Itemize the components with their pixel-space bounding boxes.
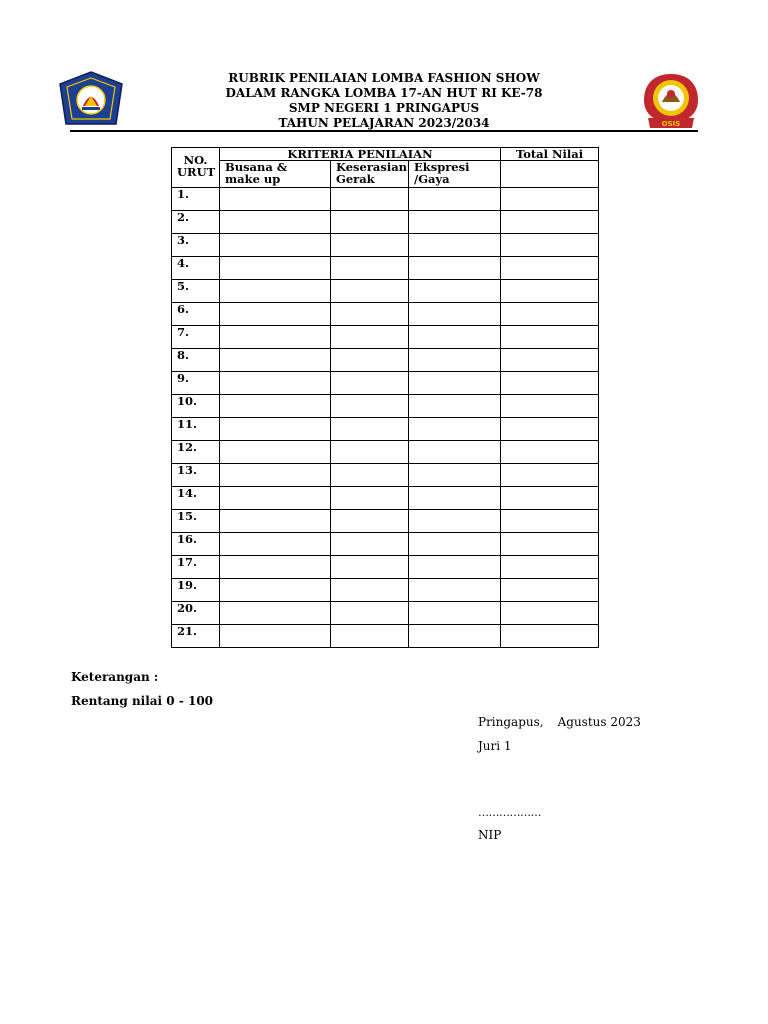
score-busana-cell[interactable]: [220, 533, 331, 556]
table-row: [172, 280, 599, 303]
row-number: 6.: [172, 303, 220, 326]
table-row: [172, 326, 599, 349]
juri-label: Juri 1: [478, 739, 512, 753]
score-ekspresi-cell[interactable]: [409, 395, 501, 418]
score-keserasian-cell[interactable]: [331, 395, 409, 418]
header-line-4: TAHUN PELAJARAN 2023/2034: [278, 116, 490, 130]
table-row: [172, 211, 599, 234]
row-number: 7.: [172, 326, 220, 349]
table-row: [172, 533, 599, 556]
header-total-empty: [501, 161, 599, 188]
table-row: [172, 625, 599, 648]
score-ekspresi-cell[interactable]: [409, 625, 501, 648]
score-total-cell[interactable]: [501, 257, 599, 280]
score-total-cell[interactable]: [501, 487, 599, 510]
table-row: [172, 257, 599, 280]
score-busana-cell[interactable]: [220, 280, 331, 303]
score-keserasian-cell[interactable]: [331, 188, 409, 211]
score-ekspresi-cell[interactable]: [409, 418, 501, 441]
score-keserasian-cell[interactable]: [331, 257, 409, 280]
score-keserasian-cell[interactable]: [331, 418, 409, 441]
header-keserasian: Keserasian Gerak: [331, 161, 409, 188]
row-number: 13.: [172, 464, 220, 487]
table-row: [172, 418, 599, 441]
header-divider: [70, 130, 698, 132]
score-ekspresi-cell[interactable]: [409, 326, 501, 349]
header-kriteria-penilaian: KRITERIA PENILAIAN: [220, 148, 501, 161]
score-keserasian-cell[interactable]: [331, 303, 409, 326]
row-number: 19.: [172, 579, 220, 602]
score-keserasian-cell[interactable]: [331, 211, 409, 234]
score-ekspresi-cell[interactable]: [409, 211, 501, 234]
row-number: 9.: [172, 372, 220, 395]
score-busana-cell[interactable]: [220, 211, 331, 234]
score-keserasian-cell[interactable]: [331, 372, 409, 395]
score-total-cell[interactable]: [501, 326, 599, 349]
row-number: 12.: [172, 441, 220, 464]
score-busana-cell[interactable]: [220, 349, 331, 372]
header-busana: Busana & make up: [220, 161, 331, 188]
score-ekspresi-cell[interactable]: [409, 372, 501, 395]
score-busana-cell[interactable]: [220, 395, 331, 418]
header-no-urut: NO. URUT: [172, 148, 220, 188]
header-total-nilai: Total Nilai: [501, 148, 599, 161]
row-number: 14.: [172, 487, 220, 510]
place-label: Pringapus,: [478, 715, 544, 729]
score-total-cell[interactable]: [501, 349, 599, 372]
score-keserasian-cell[interactable]: [331, 625, 409, 648]
score-busana-cell[interactable]: [220, 418, 331, 441]
row-number: 16.: [172, 533, 220, 556]
row-number: 4.: [172, 257, 220, 280]
school-emblem-icon: [642, 72, 700, 130]
score-busana-cell[interactable]: [220, 441, 331, 464]
score-ekspresi-cell[interactable]: [409, 234, 501, 257]
header-line-2: DALAM RANGKA LOMBA 17-AN HUT RI KE-78: [225, 86, 543, 100]
document-header: [170, 71, 598, 131]
header-ekspresi: Ekspresi /Gaya: [409, 161, 501, 188]
score-busana-cell[interactable]: [220, 556, 331, 579]
score-total-cell[interactable]: [501, 303, 599, 326]
score-ekspresi-cell[interactable]: [409, 602, 501, 625]
month-label: Agustus 2023: [557, 715, 641, 729]
score-ekspresi-cell[interactable]: [409, 441, 501, 464]
score-ekspresi-cell[interactable]: [409, 280, 501, 303]
score-busana-cell[interactable]: [220, 510, 331, 533]
score-ekspresi-cell[interactable]: [409, 510, 501, 533]
score-ekspresi-cell[interactable]: [409, 579, 501, 602]
score-total-cell[interactable]: [501, 280, 599, 303]
score-ekspresi-cell[interactable]: [409, 487, 501, 510]
row-number: 21.: [172, 625, 220, 648]
score-total-cell[interactable]: [501, 188, 599, 211]
row-number: 3.: [172, 234, 220, 257]
place-date: [478, 715, 641, 729]
table-row: [172, 487, 599, 510]
score-busana-cell[interactable]: [220, 303, 331, 326]
header-line-1: RUBRIK PENILAIAN LOMBA FASHION SHOW: [228, 71, 540, 85]
score-total-cell[interactable]: [501, 418, 599, 441]
score-ekspresi-cell[interactable]: [409, 188, 501, 211]
score-total-cell[interactable]: [501, 395, 599, 418]
score-total-cell[interactable]: [501, 556, 599, 579]
score-busana-cell[interactable]: [220, 464, 331, 487]
score-keserasian-cell[interactable]: [331, 556, 409, 579]
score-ekspresi-cell[interactable]: [409, 257, 501, 280]
rentang-nilai-label: Rentang nilai 0 - 100: [71, 694, 214, 708]
score-ekspresi-cell[interactable]: [409, 349, 501, 372]
table-row: [172, 602, 599, 625]
score-ekspresi-cell[interactable]: [409, 303, 501, 326]
score-keserasian-cell[interactable]: [331, 326, 409, 349]
row-number: 5.: [172, 280, 220, 303]
score-keserasian-cell[interactable]: [331, 510, 409, 533]
table-row: [172, 188, 599, 211]
row-number: 2.: [172, 211, 220, 234]
score-keserasian-cell[interactable]: [331, 602, 409, 625]
score-busana-cell[interactable]: [220, 487, 331, 510]
row-number: 10.: [172, 395, 220, 418]
score-keserasian-cell[interactable]: [331, 280, 409, 303]
keterangan-label: Keterangan :: [71, 670, 159, 684]
table-row: [172, 556, 599, 579]
table-row: [172, 303, 599, 326]
score-ekspresi-cell[interactable]: [409, 533, 501, 556]
score-total-cell[interactable]: [501, 372, 599, 395]
score-busana-cell[interactable]: [220, 234, 331, 257]
score-total-cell[interactable]: [501, 533, 599, 556]
header-line-3: SMP NEGERI 1 PRINGAPUS: [288, 101, 480, 115]
signature-dots: ………………: [478, 806, 541, 819]
score-busana-cell[interactable]: [220, 326, 331, 349]
table-row: [172, 579, 599, 602]
score-total-cell[interactable]: [501, 234, 599, 257]
row-number: 20.: [172, 602, 220, 625]
score-total-cell[interactable]: [501, 625, 599, 648]
row-number: 8.: [172, 349, 220, 372]
score-busana-cell[interactable]: [220, 625, 331, 648]
score-total-cell[interactable]: [501, 211, 599, 234]
score-ekspresi-cell[interactable]: [409, 556, 501, 579]
table-row: [172, 441, 599, 464]
score-keserasian-cell[interactable]: [331, 579, 409, 602]
score-total-cell[interactable]: [501, 602, 599, 625]
table-row: [172, 510, 599, 533]
row-number: 1.: [172, 188, 220, 211]
score-ekspresi-cell[interactable]: [409, 464, 501, 487]
table-row: [172, 234, 599, 257]
score-total-cell[interactable]: [501, 510, 599, 533]
score-total-cell[interactable]: [501, 464, 599, 487]
row-number: 17.: [172, 556, 220, 579]
score-busana-cell[interactable]: [220, 579, 331, 602]
rubric-body: [172, 188, 599, 648]
score-keserasian-cell[interactable]: [331, 487, 409, 510]
score-keserasian-cell[interactable]: [331, 533, 409, 556]
table-row: [172, 395, 599, 418]
rubric-table: [171, 147, 599, 648]
row-number: 15.: [172, 510, 220, 533]
table-row: [172, 372, 599, 395]
score-busana-cell[interactable]: [220, 257, 331, 280]
school-emblem-ribbon: OSIS: [661, 120, 681, 128]
score-keserasian-cell[interactable]: [331, 441, 409, 464]
score-busana-cell[interactable]: [220, 602, 331, 625]
score-keserasian-cell[interactable]: [331, 464, 409, 487]
regency-emblem-icon: [58, 70, 124, 126]
score-busana-cell[interactable]: [220, 372, 331, 395]
table-row: [172, 464, 599, 487]
table-row: [172, 349, 599, 372]
nip-label: NIP: [478, 828, 502, 842]
row-number: 11.: [172, 418, 220, 441]
score-total-cell[interactable]: [501, 579, 599, 602]
score-keserasian-cell[interactable]: [331, 234, 409, 257]
score-busana-cell[interactable]: [220, 188, 331, 211]
score-total-cell[interactable]: [501, 441, 599, 464]
score-keserasian-cell[interactable]: [331, 349, 409, 372]
